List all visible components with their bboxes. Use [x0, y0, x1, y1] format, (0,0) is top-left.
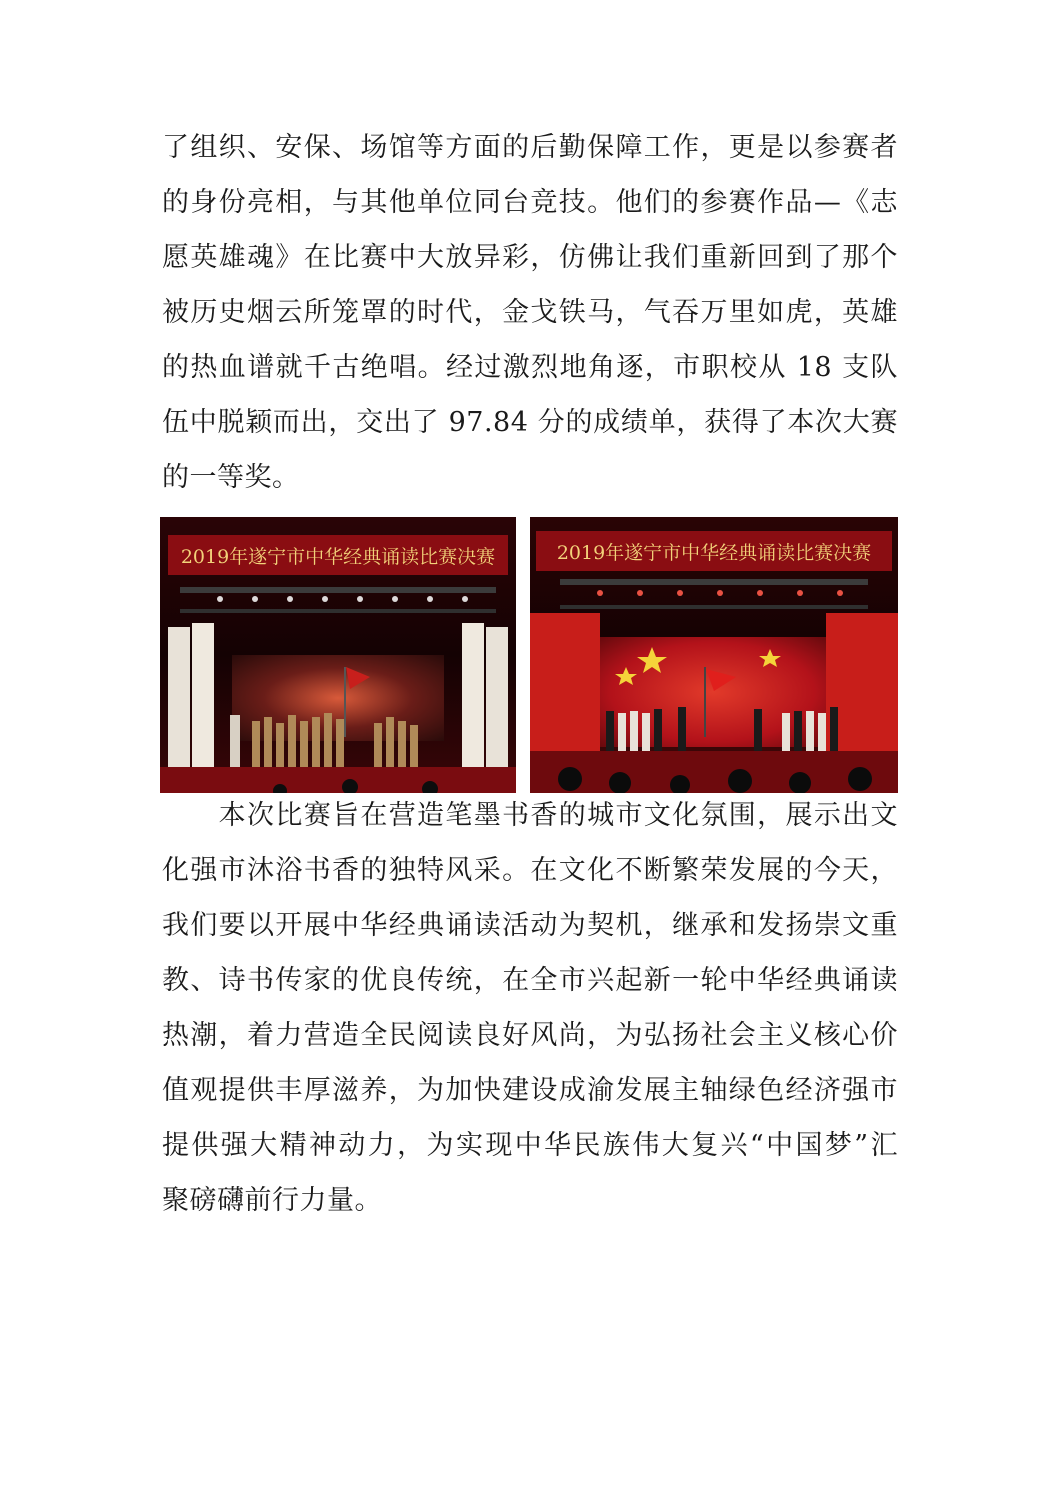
text-line: 伍中脱颖而出，交出了 97.84 分的成绩单，获得了本次大赛	[162, 407, 898, 438]
text-line: 的身份亮相，与其他单位同台竞技。他们的参赛作品—《志	[162, 187, 898, 218]
text-line: 被历史烟云所笼罩的时代，金戈铁马，气吞万里如虎，英雄	[162, 297, 898, 328]
stage-photo-graphic	[160, 517, 516, 793]
paragraph-competition-purpose	[162, 788, 898, 1228]
text-line: 化强市沐浴书香的独特风采。在文化不断繁荣发展的今天，	[162, 855, 898, 886]
banner-text: 2019年遂宁市中华经典诵读比赛决赛	[556, 542, 872, 564]
stage-performance-photo-right	[530, 517, 898, 793]
text-line: 我们要以开展中华经典诵读活动为契机，继承和发扬崇文重	[162, 910, 898, 941]
text-line: 提供强大精神动力，为实现中华民族伟大复兴“中国梦”汇	[162, 1130, 898, 1161]
banner-text: 2019年遂宁市中华经典诵读比赛决赛	[180, 546, 496, 568]
text-line: 的一等奖。	[162, 462, 300, 493]
stage-photo-graphic	[530, 517, 898, 793]
text-line: 的热血谱就千古绝唱。经过激烈地角逐，市职校从 18 支队	[162, 352, 898, 383]
text-line: 聚磅礴前行力量。	[162, 1185, 382, 1216]
text-line: 教、诗书传家的优良传统，在全市兴起新一轮中华经典诵读	[162, 965, 898, 996]
stage-performance-photo-left	[160, 517, 516, 793]
text-line: 了组织、安保、场馆等方面的后勤保障工作，更是以参赛者	[162, 132, 898, 163]
text-line: 值观提供丰厚滋养，为加快建设成渝发展主轴绿色经济强市	[162, 1075, 898, 1106]
paragraph-competition-result	[162, 120, 898, 505]
text-line: 热潮，着力营造全民阅读良好风尚，为弘扬社会主义核心价	[162, 1020, 898, 1051]
text-line: 本次比赛旨在营造笔墨书香的城市文化氛围，展示出文	[162, 800, 898, 831]
text-line: 愿英雄魂》在比赛中大放异彩，仿佛让我们重新回到了那个	[162, 242, 898, 273]
